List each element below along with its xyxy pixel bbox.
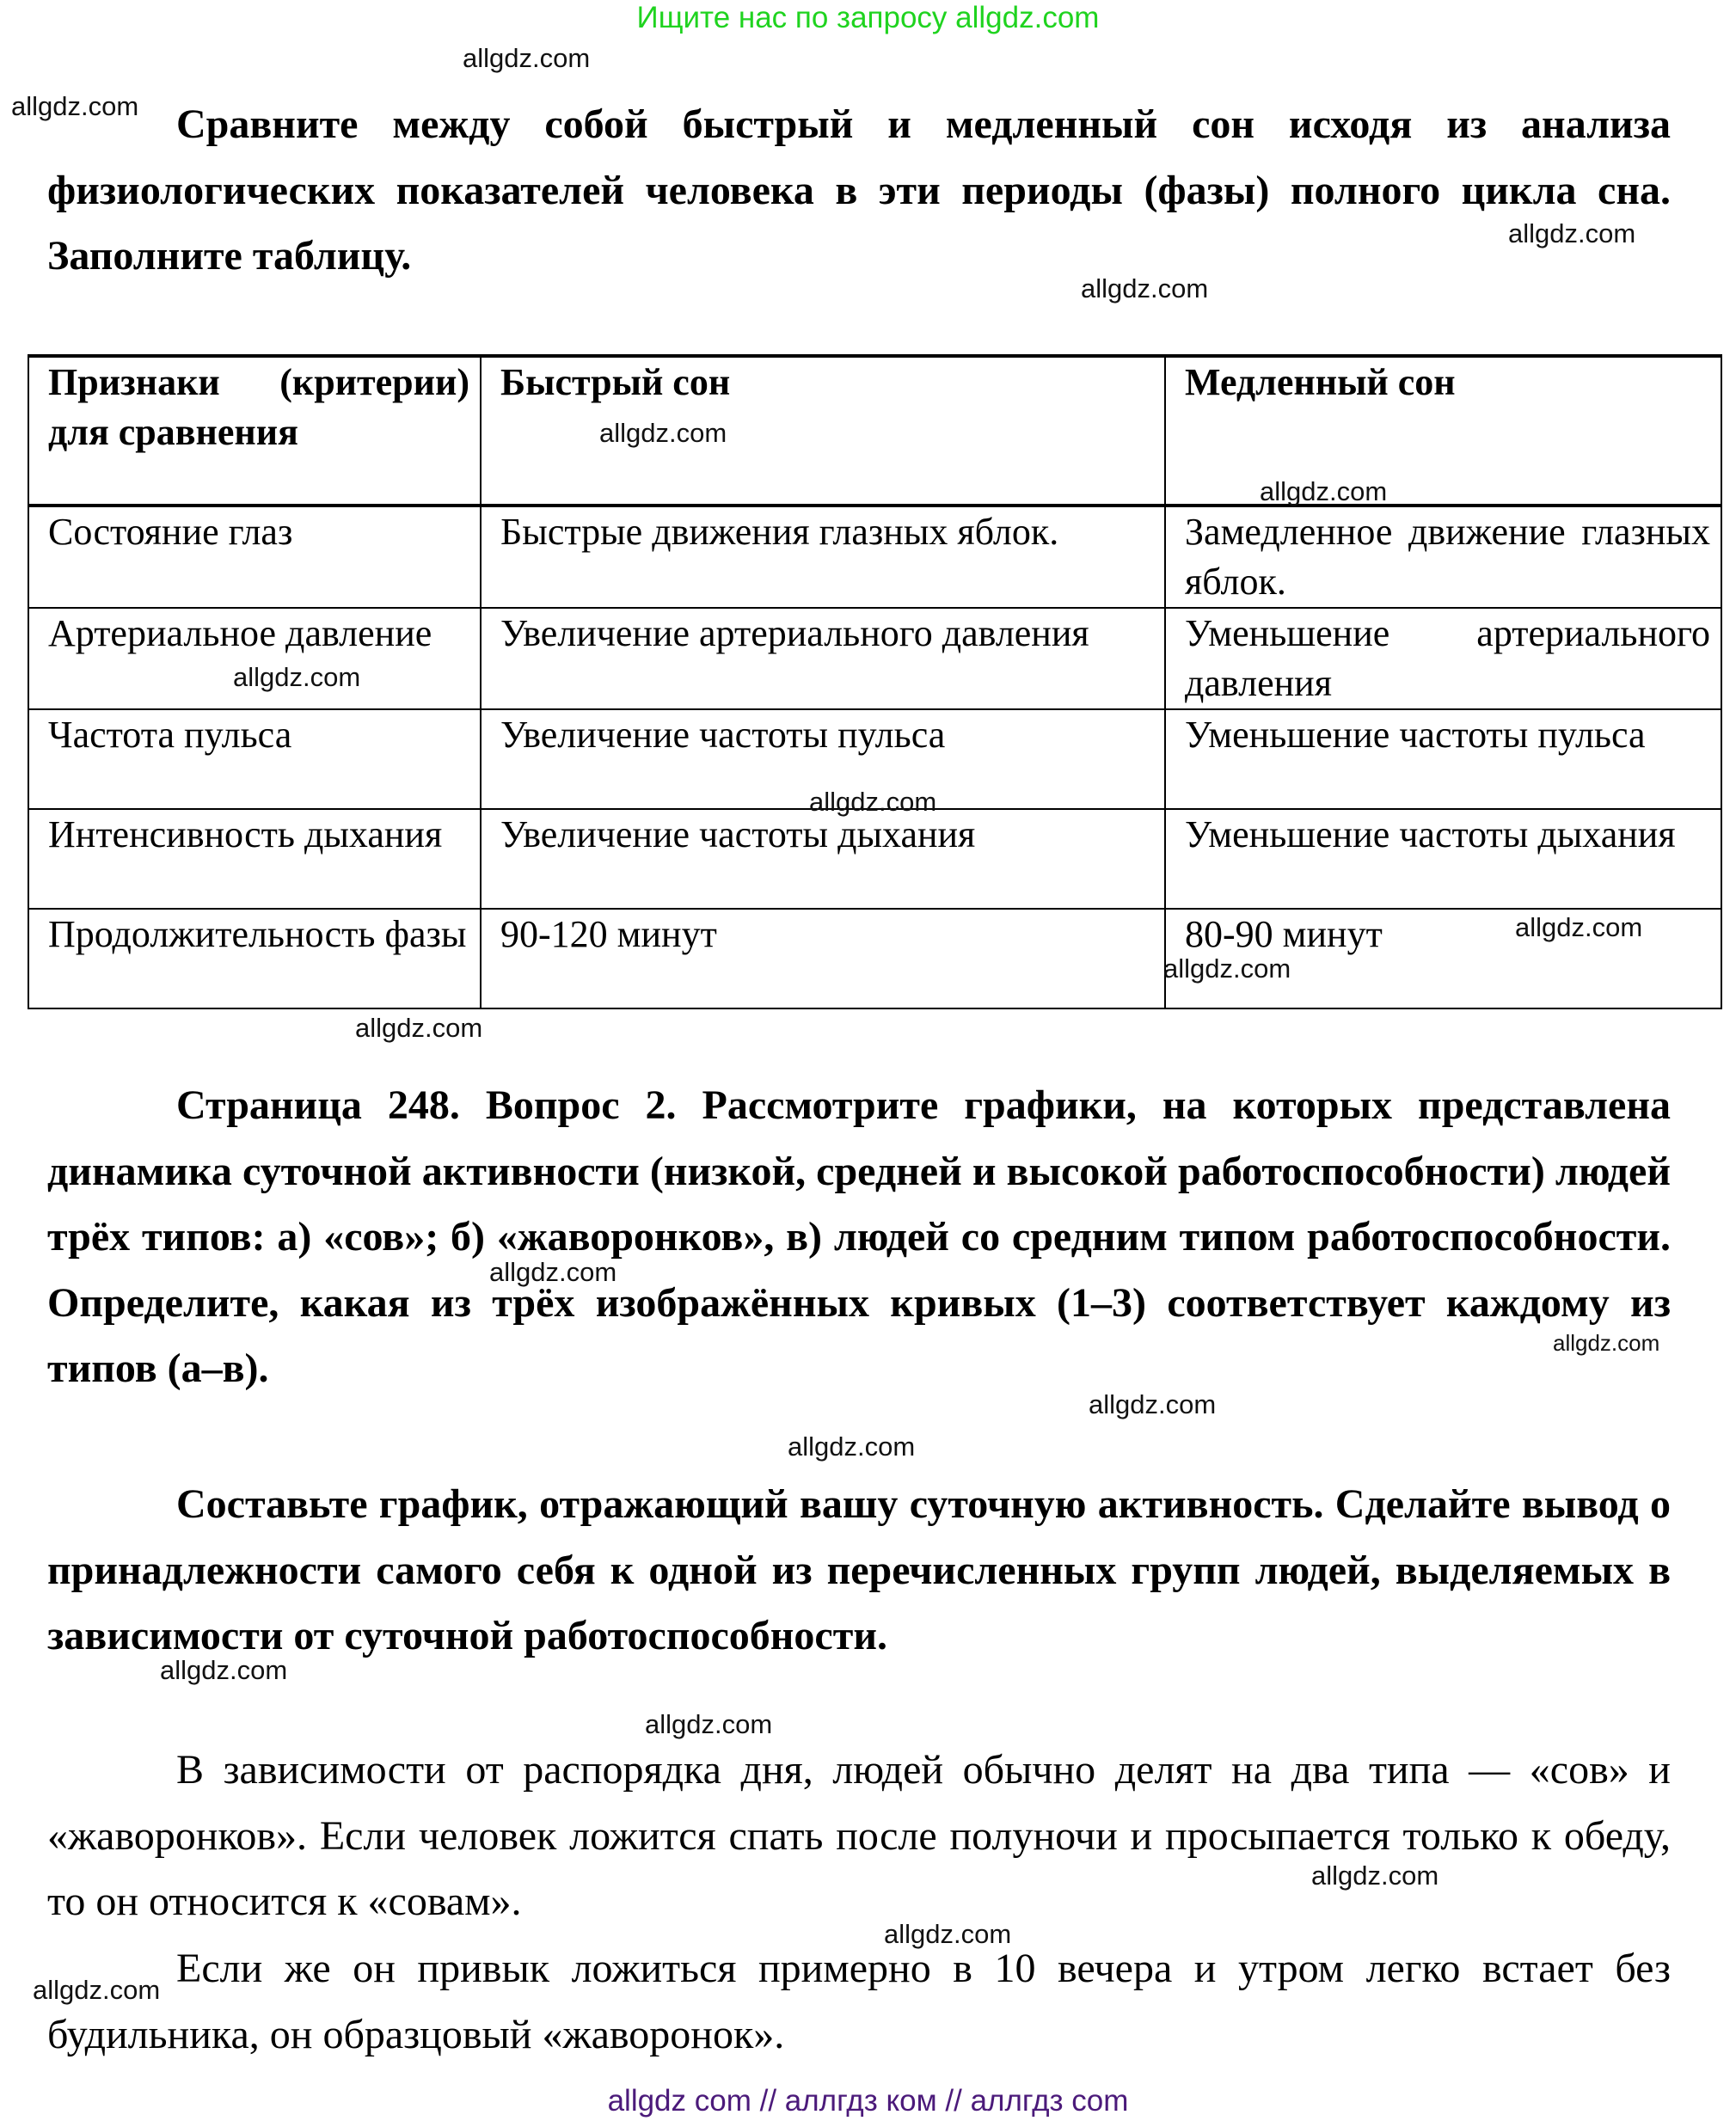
watermark: allgdz.com <box>1553 1330 1660 1356</box>
watermark: allgdz.com <box>160 1655 288 1685</box>
watermark: allgdz.com <box>1081 273 1209 303</box>
table-header-row <box>28 356 1721 506</box>
watermark: allgdz.com <box>489 1257 617 1287</box>
watermark: allgdz.com <box>1089 1389 1217 1419</box>
watermark: allgdz.com <box>788 1431 916 1462</box>
task-intro: Сравните между собой быстрый и медленный сон исходя из анализа физиологических показателей человека в эти периоды (фазы) полного цикла сна. Заполните таблицу. <box>47 101 1671 279</box>
cell: Увеличение частоты пульса <box>481 709 1165 809</box>
watermark: allgdz.com <box>1508 218 1636 248</box>
table-row <box>28 809 1721 909</box>
cell: Замедленное движение глазных яблок. <box>1165 506 1721 608</box>
watermark: allgdz.com <box>1515 912 1643 942</box>
cell: 80-90 минут <box>1165 909 1721 1008</box>
task-text: Составьте график, отражающий вашу суточную активность. Сделайте вывод о принадлежности самого себя к одной из перечисленных групп людей, выделяемых в зависимости от суточной работоспособности. <box>47 1481 1671 1658</box>
answer-paragraph-2: Если же он привык ложиться примерно в 10 вечера и утром легко встает без будильника, он образцовый «жаворонок». <box>47 1946 1671 2057</box>
table-row <box>28 608 1721 709</box>
cell: Артериальное давление <box>28 608 481 709</box>
watermark: allgdz.com <box>884 1919 1012 1949</box>
question-text: Страница 248. Вопрос 2. Рассмотрите графики, на которых представлена динамика суточной активности (низкой, средней и высокой работоспособности) людей трёх типов: а) «сов»; б) «жаворонков», в) людей со средним типом работоспособности. Определите, какая из трёх изображённых кривых (1–3) соответствует каждому из типов (а–в). <box>47 1082 1671 1391</box>
cell: Быстрые движения глазных яблок. <box>481 506 1165 608</box>
watermark: allgdz.com <box>599 418 727 448</box>
cell: Интенсивность дыхания <box>28 809 481 909</box>
watermark: allgdz.com <box>809 787 937 817</box>
cell: Продолжительность фазы <box>28 909 481 1008</box>
cell: Состояние глаз <box>28 506 481 608</box>
watermark: allgdz.com <box>233 662 361 692</box>
watermark: allgdz.com <box>355 1013 483 1043</box>
header-criteria: Признаки (критерии) для сравнения <box>28 356 481 506</box>
watermark: allgdz.com <box>1311 1860 1439 1891</box>
answer-paragraph-1: В зависимости от распорядка дня, людей обычно делят на два типа — «сов» и «жаворонков». Если человек ложится спать после полуночи и просыпается только к обеду, то он относится к «совам». <box>47 1747 1671 1924</box>
watermark: allgdz.com <box>645 1709 773 1739</box>
watermark: allgdz.com <box>33 1975 161 2005</box>
header-slow-sleep: Медленный сон <box>1165 356 1721 506</box>
header-rem-sleep: Быстрый сон <box>481 356 1165 506</box>
footer-watermark: allgdz com // аллгдз ком // аллгдз com <box>607 2084 1129 2118</box>
watermark: allgdz.com <box>1163 953 1291 984</box>
search-banner: Ищите нас по запросу allgdz.com <box>636 1 1100 34</box>
cell: Частота пульса <box>28 709 481 809</box>
table-row <box>28 909 1721 1008</box>
watermark: allgdz.com <box>1260 476 1388 506</box>
watermark: allgdz.com <box>11 91 139 121</box>
cell: Уменьшение частоты пульса <box>1165 709 1721 809</box>
cell: Увеличение частоты дыхания <box>481 809 1165 909</box>
cell: Уменьшение артериального давления <box>1165 608 1721 709</box>
cell: Уменьшение частоты дыхания <box>1165 809 1721 909</box>
table-row <box>28 506 1721 608</box>
cell: Увеличение артериального давления <box>481 608 1165 709</box>
watermark: allgdz.com <box>463 43 591 73</box>
cell: 90-120 минут <box>481 909 1165 1008</box>
